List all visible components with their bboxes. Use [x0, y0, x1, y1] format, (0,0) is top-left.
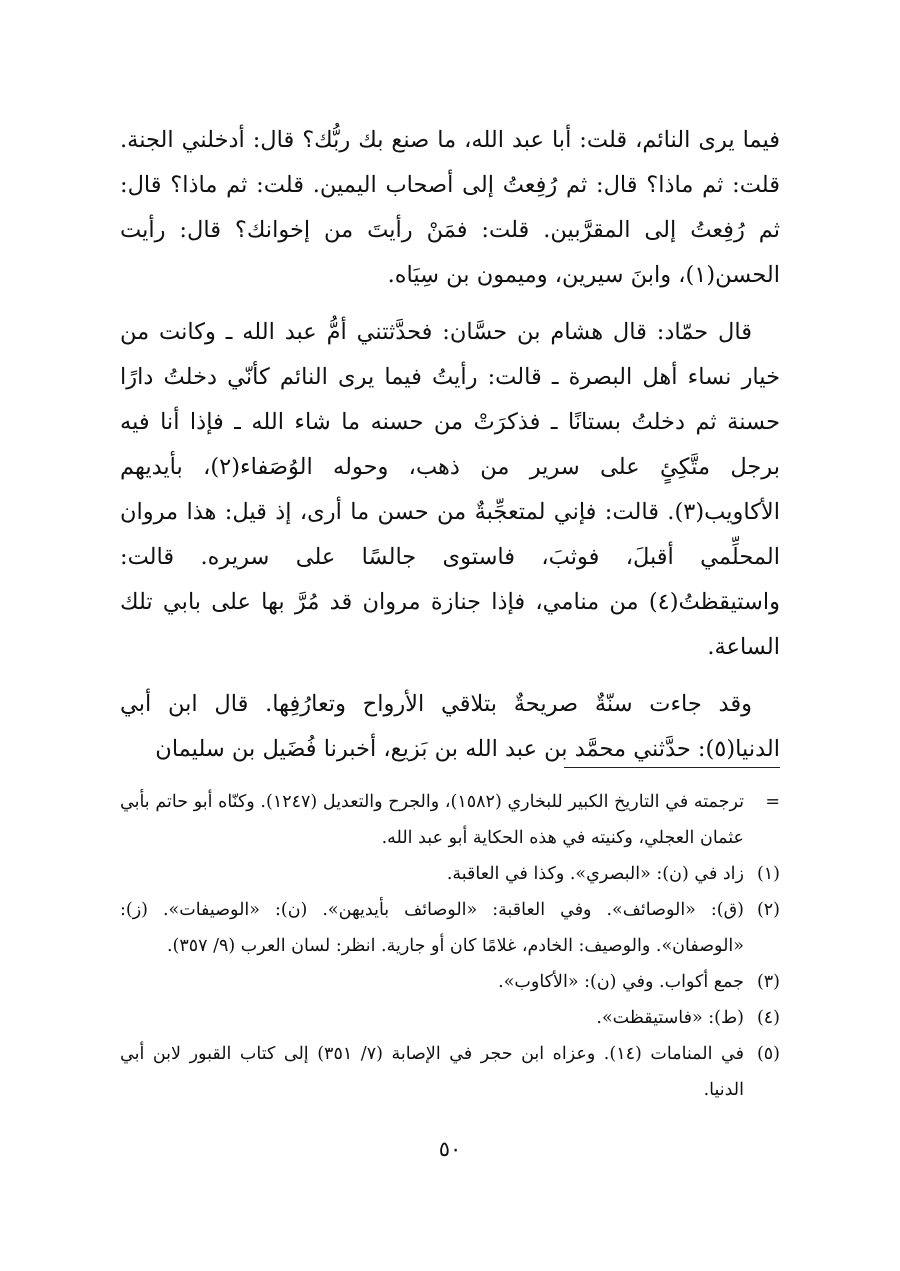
footnote-text: زاد في (ن): «البصري». وكذا في العاقبة. — [446, 864, 744, 884]
footnote-1 — [120, 856, 780, 892]
body-paragraph: قال حمّاد: قال هشام بن حسَّان: فحدَّثتني أمُّ عبد الله ـ وكانت من خيار نساء أهل البصرة ـ قالت: رأيتُ فيما يرى النائم كأنّي دخلتُ دارًا حسنة ثم دخلتُ بستانًا ـ فذكرَتْ من حسنه ما شاء الله ـ فإذا أنا فيه برجل متَّكِئٍ على سرير من ذهب، وحوله الوُصَفاء(٢)، بأيديهم الأكاويب(٣). قالت: فإني لمتعجِّبةٌ من حسن ما أرى، إذ قيل: هذا مروان المحلِّمي أقبلَ، فوثبَ، فاستوى جالسًا على سريره. قالت: واستيقظتُ(٤) من منامي، فإذا جنازة مروان قد مُرَّ بها على بابي تلك الساعة. — [120, 319, 780, 660]
footnote-3 — [120, 964, 780, 1000]
footnote-text: (ق): «الوصائف». وفي العاقبة: «الوصائف بأيديهن». (ن): «الوصيفات». (ز): «الوصفان». والوصيف: الخادم، غلامًا كان أو جارية. انظر: لسان العرب (٩/ ٣٥٧). — [120, 900, 744, 956]
page-number: ٥٠ — [438, 1137, 462, 1161]
footnote-4 — [120, 1000, 780, 1036]
footnote-continued — [120, 784, 780, 856]
body-paragraph: فيما يرى النائم، قلت: أبا عبد الله، ما صنع بك ربُّك؟ قال: أدخلني الجنة. قلت: ثم ماذا؟ قال: ثم رُفِعتُ إلى أصحاب اليمين. قلت: ثم ماذا؟ قال: ثم رُفِعتُ إلى المقرَّبين. قلت: فمَنْ رأيتَ من إخوانك؟ قال: رأيت الحسن(١)، وابنَ سيرين، وميمون بن سِيَاه. — [120, 127, 780, 288]
footnote-text: جمع أكواب. وفي (ن): «الأكاوب». — [498, 972, 744, 992]
footnote-mark: = — [765, 792, 780, 812]
footnote-mark: (٢) — [756, 900, 780, 920]
footnote-mark: (٣) — [756, 972, 780, 992]
footnote-2 — [120, 892, 780, 964]
footnote-mark: (٥) — [756, 1044, 780, 1064]
footnote-5 — [120, 1036, 780, 1108]
book-page-body — [120, 118, 780, 784]
footnote-text: في المنامات (١٤). وعزاه ابن حجر في الإصابة (٧/ ٣٥١) إلى كتاب القبور لابن أبي الدنيا. — [120, 1044, 744, 1100]
footnotes — [120, 784, 780, 1108]
footnote-text: ترجمته في التاريخ الكبير للبخاري (١٥٨٢)، والجرح والتعديل (١٢٤٧). وكنّاه أبو حاتم بأبي عثمان العجلي، وكنيته في هذه الحكاية أبو عبد الله. — [120, 792, 744, 848]
footnote-mark: (٤) — [756, 1008, 780, 1028]
footnote-mark: (١) — [756, 864, 780, 884]
body-paragraph: وقد جاءت سنّةٌ صريحةٌ بتلاقي الأرواح وتعارُفِها. قال ابن أبي الدنيا(٥): حدَّثني محمَّد بن عبد الله بن بَزيع، أخبرنا فُضَيل بن سليمان — [120, 691, 780, 762]
footnote-text: (ط): «فاستيقظت». — [596, 1008, 744, 1028]
footnote-separator — [564, 767, 780, 768]
